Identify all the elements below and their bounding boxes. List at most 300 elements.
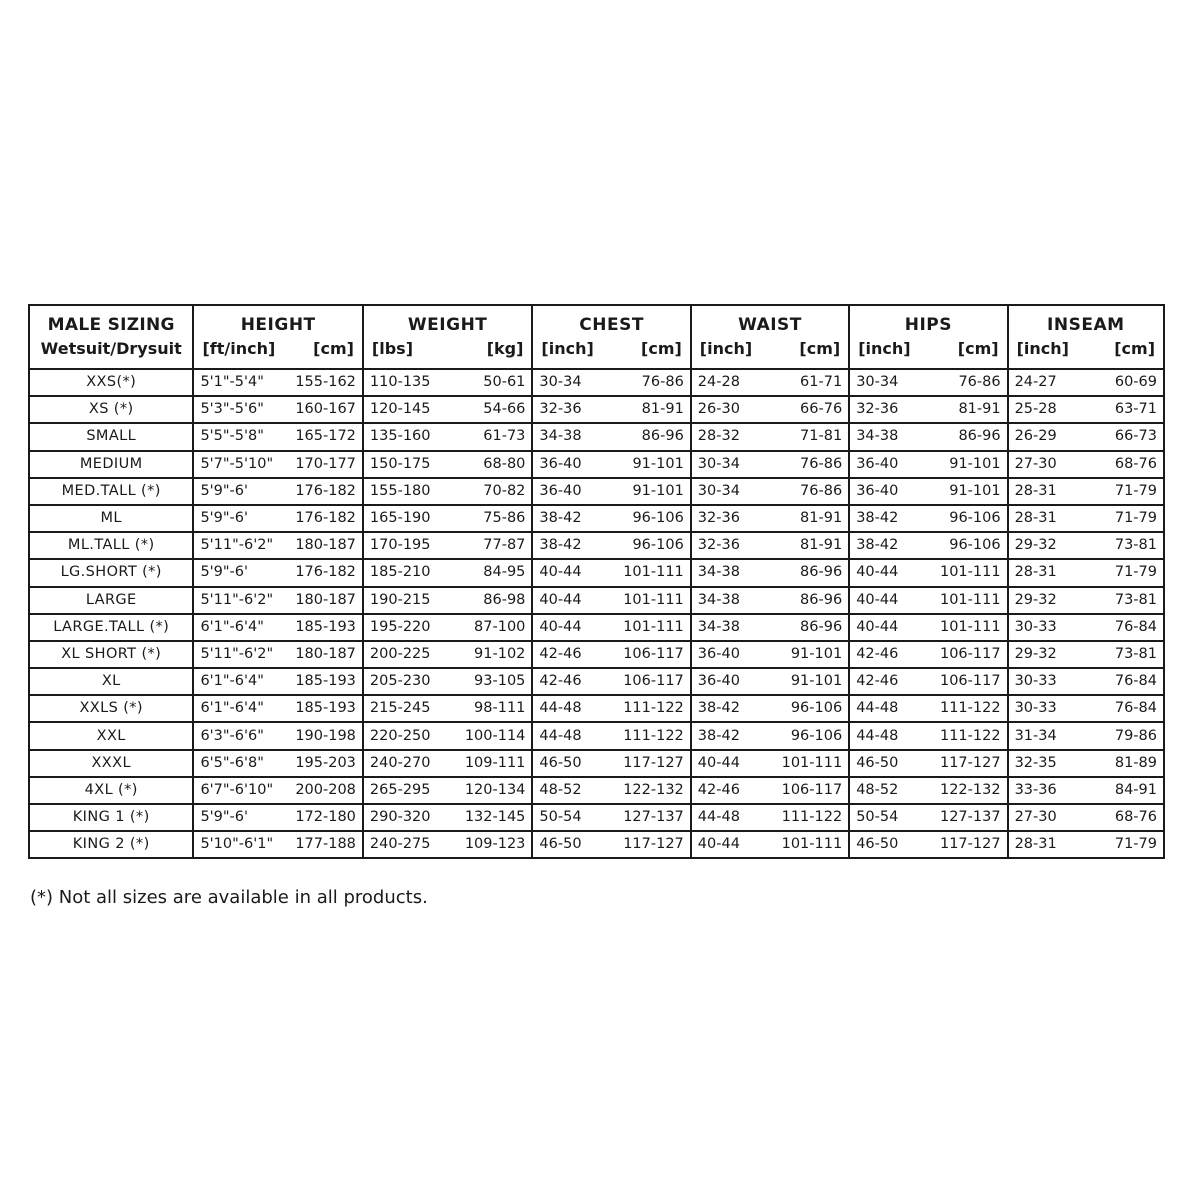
cell-value: 5'9"-6' xyxy=(200,510,248,527)
cell-value: 111-122 xyxy=(623,727,684,744)
measurement-cell xyxy=(532,423,690,450)
column-header-title: HEIGHT xyxy=(240,315,316,335)
measurement-cell xyxy=(532,804,690,831)
cell-value: 30-33 xyxy=(1014,618,1057,635)
measurement-cell xyxy=(849,505,1007,532)
size-chart xyxy=(28,304,1165,859)
cell-value: 33-36 xyxy=(1014,781,1057,798)
measurement-cell xyxy=(849,641,1007,668)
cell-value: 180-187 xyxy=(295,537,356,554)
cell-value: 40-44 xyxy=(697,754,740,771)
cell-value: 5'9"-6' xyxy=(200,809,248,826)
cell-value: 101-111 xyxy=(939,591,1001,608)
measurement-cell xyxy=(532,722,690,749)
measurement-cell xyxy=(363,722,532,749)
cell-value: 71-79 xyxy=(1114,564,1157,581)
cell-value: 86-96 xyxy=(958,428,1001,445)
cell-value: 101-111 xyxy=(781,836,843,853)
cell-value: 240-270 xyxy=(369,754,431,771)
measurement-cell xyxy=(849,722,1007,749)
cell-value: 40-44 xyxy=(856,564,899,581)
cell-value: 165-190 xyxy=(369,510,431,527)
measurement-cell xyxy=(532,614,690,641)
cell-value: 48-52 xyxy=(856,781,899,798)
cell-value: 32-36 xyxy=(697,510,740,527)
cell-value: 28-31 xyxy=(1014,510,1057,527)
cell-value: 117-127 xyxy=(623,754,684,771)
cell-value: 60-69 xyxy=(1114,374,1157,391)
size-label-cell: SMALL xyxy=(29,423,193,450)
cell-value: 66-76 xyxy=(800,401,843,418)
cell-value: 32-36 xyxy=(856,401,899,418)
cell-value: 91-101 xyxy=(949,482,1001,499)
cell-value: 5'11"-6'2" xyxy=(200,645,274,662)
cell-value: 91-101 xyxy=(632,455,684,472)
cell-value: 176-182 xyxy=(295,482,356,499)
cell-value: 81-91 xyxy=(958,401,1001,418)
cell-value: 76-84 xyxy=(1114,700,1157,717)
unit-label: [cm] xyxy=(957,339,999,358)
cell-value: 44-48 xyxy=(539,700,582,717)
measurement-cell xyxy=(193,668,362,695)
cell-value: 176-182 xyxy=(295,564,356,581)
measurement-cell xyxy=(691,396,849,423)
cell-value: 6'1"-6'4" xyxy=(200,618,264,635)
measurement-cell xyxy=(691,695,849,722)
measurement-cell xyxy=(691,587,849,614)
size-label-cell: XXLS (*) xyxy=(29,695,193,722)
measurement-cell xyxy=(691,614,849,641)
measurement-cell xyxy=(691,369,849,396)
measurement-cell xyxy=(363,695,532,722)
cell-value: 96-106 xyxy=(949,537,1001,554)
measurement-cell xyxy=(1008,750,1164,777)
measurement-cell xyxy=(1008,423,1164,450)
measurement-cell xyxy=(363,478,532,505)
cell-value: 71-81 xyxy=(800,428,843,445)
measurement-cell xyxy=(1008,478,1164,505)
unit-label: [inch] xyxy=(541,339,594,358)
cell-value: 117-127 xyxy=(939,754,1001,771)
cell-value: 155-180 xyxy=(369,482,431,499)
measurement-cell xyxy=(193,695,362,722)
cell-value: 38-42 xyxy=(539,537,582,554)
cell-value: 46-50 xyxy=(539,754,582,771)
cell-value: 76-86 xyxy=(800,455,843,472)
measurement-cell xyxy=(363,668,532,695)
cell-value: 195-203 xyxy=(295,754,356,771)
unit-label: [inch] xyxy=(1016,339,1069,358)
column-header-chest xyxy=(532,305,690,369)
measurement-cell xyxy=(193,532,362,559)
cell-value: 42-46 xyxy=(539,645,582,662)
cell-value: 76-86 xyxy=(958,374,1001,391)
measurement-cell xyxy=(363,505,532,532)
table-row xyxy=(29,396,1164,423)
measurement-cell xyxy=(1008,804,1164,831)
cell-value: 120-134 xyxy=(464,781,526,798)
cell-value: 30-34 xyxy=(539,374,582,391)
cell-value: 40-44 xyxy=(856,591,899,608)
measurement-cell xyxy=(1008,587,1164,614)
cell-value: 205-230 xyxy=(369,673,431,690)
measurement-cell xyxy=(532,641,690,668)
cell-value: 101-111 xyxy=(623,591,684,608)
measurement-cell xyxy=(1008,722,1164,749)
cell-value: 6'1"-6'4" xyxy=(200,700,264,717)
cell-value: 96-106 xyxy=(790,727,843,744)
cell-value: 101-111 xyxy=(623,618,684,635)
measurement-cell xyxy=(193,777,362,804)
cell-value: 63-71 xyxy=(1114,401,1157,418)
measurement-cell xyxy=(1008,396,1164,423)
column-unit-labels xyxy=(194,335,361,358)
cell-value: 29-32 xyxy=(1014,645,1057,662)
cell-value: 290-320 xyxy=(369,809,431,826)
cell-value: 40-44 xyxy=(539,618,582,635)
cell-value: 127-137 xyxy=(939,809,1001,826)
measurement-cell xyxy=(193,641,362,668)
table-row xyxy=(29,423,1164,450)
size-label-cell: LARGE xyxy=(29,587,193,614)
cell-value: 30-34 xyxy=(697,482,740,499)
cell-value: 106-117 xyxy=(623,645,684,662)
measurement-cell xyxy=(1008,831,1164,858)
cell-value: 30-33 xyxy=(1014,673,1057,690)
cell-value: 27-30 xyxy=(1014,809,1057,826)
cell-value: 5'3"-5'6" xyxy=(200,401,264,418)
cell-value: 110-135 xyxy=(369,374,431,391)
column-header-title: CHEST xyxy=(579,315,644,335)
column-unit-labels xyxy=(533,335,689,358)
measurement-cell xyxy=(532,396,690,423)
measurement-cell xyxy=(1008,641,1164,668)
table-row xyxy=(29,804,1164,831)
cell-value: 5'7"-5'10" xyxy=(200,455,274,472)
cell-value: 26-29 xyxy=(1014,428,1057,445)
cell-value: 106-117 xyxy=(939,673,1001,690)
cell-value: 28-31 xyxy=(1014,564,1057,581)
size-label-cell: XS (*) xyxy=(29,396,193,423)
measurement-cell xyxy=(193,614,362,641)
cell-value: 220-250 xyxy=(369,727,431,744)
cell-value: 68-76 xyxy=(1114,455,1157,472)
column-header-title: WAIST xyxy=(738,315,802,335)
measurement-cell xyxy=(1008,451,1164,478)
measurement-cell xyxy=(1008,532,1164,559)
cell-value: 86-96 xyxy=(800,618,843,635)
measurement-cell xyxy=(532,532,690,559)
cell-value: 6'1"-6'4" xyxy=(200,673,264,690)
cell-value: 91-101 xyxy=(632,482,684,499)
cell-value: 44-48 xyxy=(856,727,899,744)
measurement-cell xyxy=(193,831,362,858)
cell-value: 101-111 xyxy=(939,618,1001,635)
measurement-cell xyxy=(363,451,532,478)
cell-value: 30-34 xyxy=(697,455,740,472)
unit-label: [lbs] xyxy=(371,339,414,358)
table-row xyxy=(29,478,1164,505)
size-label-cell: XL SHORT (*) xyxy=(29,641,193,668)
measurement-cell xyxy=(691,750,849,777)
cell-value: 73-81 xyxy=(1114,645,1157,662)
measurement-cell xyxy=(691,641,849,668)
cell-value: 32-35 xyxy=(1014,754,1057,771)
cell-value: 101-111 xyxy=(623,564,684,581)
size-label-cell: XXS(*) xyxy=(29,369,193,396)
cell-value: 81-91 xyxy=(800,510,843,527)
cell-value: 87-100 xyxy=(474,618,526,635)
table-row xyxy=(29,777,1164,804)
size-label-cell: LG.SHORT (*) xyxy=(29,559,193,586)
cell-value: 106-117 xyxy=(939,645,1001,662)
cell-value: 6'3"-6'6" xyxy=(200,727,264,744)
cell-value: 160-167 xyxy=(295,401,356,418)
column-unit-labels xyxy=(364,335,531,358)
column-header-height xyxy=(193,305,362,369)
cell-value: 28-31 xyxy=(1014,482,1057,499)
cell-value: 200-208 xyxy=(295,781,356,798)
column-header-inseam xyxy=(1008,305,1164,369)
cell-value: 240-275 xyxy=(369,836,431,853)
measurement-cell xyxy=(691,423,849,450)
cell-value: 185-193 xyxy=(295,700,356,717)
cell-value: 120-145 xyxy=(369,401,431,418)
measurement-cell xyxy=(532,369,690,396)
cell-value: 86-96 xyxy=(800,591,843,608)
table-row xyxy=(29,532,1164,559)
cell-value: 155-162 xyxy=(295,374,356,391)
size-label-cell: XL xyxy=(29,668,193,695)
cell-value: 111-122 xyxy=(939,727,1001,744)
column-header-title: INSEAM xyxy=(1047,315,1125,335)
cell-value: 84-91 xyxy=(1114,781,1157,798)
measurement-cell xyxy=(691,451,849,478)
cell-value: 185-193 xyxy=(295,618,356,635)
column-header-waist xyxy=(691,305,849,369)
measurement-cell xyxy=(363,750,532,777)
column-header-weight xyxy=(363,305,532,369)
cell-value: 36-40 xyxy=(697,645,740,662)
column-unit-labels xyxy=(1009,335,1163,358)
measurement-cell xyxy=(363,614,532,641)
cell-value: 44-48 xyxy=(539,727,582,744)
column-unit-labels xyxy=(692,335,848,358)
measurement-cell xyxy=(849,614,1007,641)
cell-value: 96-106 xyxy=(949,510,1001,527)
size-label-cell: KING 2 (*) xyxy=(29,831,193,858)
measurement-cell xyxy=(532,668,690,695)
cell-value: 76-84 xyxy=(1114,618,1157,635)
cell-value: 70-82 xyxy=(483,482,526,499)
size-chart-table xyxy=(28,304,1165,859)
cell-value: 177-188 xyxy=(295,836,356,853)
cell-value: 91-101 xyxy=(790,645,843,662)
cell-value: 265-295 xyxy=(369,781,431,798)
cell-value: 48-52 xyxy=(539,781,582,798)
cell-value: 165-172 xyxy=(295,428,356,445)
measurement-cell xyxy=(1008,505,1164,532)
cell-value: 44-48 xyxy=(697,809,740,826)
measurement-cell xyxy=(1008,695,1164,722)
cell-value: 50-54 xyxy=(539,809,582,826)
cell-value: 117-127 xyxy=(623,836,684,853)
measurement-cell xyxy=(193,722,362,749)
cell-value: 46-50 xyxy=(856,754,899,771)
cell-value: 91-101 xyxy=(790,673,843,690)
cell-value: 84-95 xyxy=(483,564,526,581)
cell-value: 30-34 xyxy=(856,374,899,391)
measurement-cell xyxy=(363,831,532,858)
cell-value: 38-42 xyxy=(697,727,740,744)
cell-value: 5'10"-6'1" xyxy=(200,836,274,853)
cell-value: 81-89 xyxy=(1114,754,1157,771)
cell-value: 61-73 xyxy=(483,428,526,445)
cell-value: 36-40 xyxy=(856,482,899,499)
cell-value: 71-79 xyxy=(1114,482,1157,499)
cell-value: 75-86 xyxy=(483,510,526,527)
measurement-cell xyxy=(849,587,1007,614)
cell-value: 44-48 xyxy=(856,700,899,717)
measurement-cell xyxy=(1008,668,1164,695)
measurement-cell xyxy=(691,668,849,695)
size-header-line2: Wetsuit/Drysuit xyxy=(40,339,182,358)
size-label-cell: LARGE.TALL (*) xyxy=(29,614,193,641)
cell-value: 195-220 xyxy=(369,618,431,635)
measurement-cell xyxy=(849,369,1007,396)
cell-value: 26-30 xyxy=(697,401,740,418)
measurement-cell xyxy=(363,587,532,614)
measurement-cell xyxy=(849,750,1007,777)
cell-value: 40-44 xyxy=(697,836,740,853)
cell-value: 170-195 xyxy=(369,537,431,554)
table-row xyxy=(29,668,1164,695)
cell-value: 96-106 xyxy=(632,510,684,527)
column-header-title: HIPS xyxy=(904,315,953,335)
measurement-cell xyxy=(193,750,362,777)
cell-value: 34-38 xyxy=(856,428,899,445)
measurement-cell xyxy=(849,668,1007,695)
cell-value: 31-34 xyxy=(1014,727,1057,744)
size-label-cell: MED.TALL (*) xyxy=(29,478,193,505)
unit-label: [ft/inch] xyxy=(202,339,276,358)
cell-value: 30-33 xyxy=(1014,700,1057,717)
table-row xyxy=(29,695,1164,722)
footnote: (*) Not all sizes are available in all products. xyxy=(30,887,428,908)
measurement-cell xyxy=(193,396,362,423)
cell-value: 66-73 xyxy=(1114,428,1157,445)
cell-value: 34-38 xyxy=(539,428,582,445)
cell-value: 111-122 xyxy=(781,809,843,826)
cell-value: 96-106 xyxy=(632,537,684,554)
cell-value: 135-160 xyxy=(369,428,431,445)
measurement-cell xyxy=(532,831,690,858)
cell-value: 180-187 xyxy=(295,645,356,662)
measurement-cell xyxy=(849,423,1007,450)
cell-value: 40-44 xyxy=(539,564,582,581)
size-rows xyxy=(29,369,1164,858)
cell-value: 86-96 xyxy=(641,428,684,445)
cell-value: 109-111 xyxy=(464,754,526,771)
measurement-cell xyxy=(532,451,690,478)
table-row xyxy=(29,750,1164,777)
cell-value: 68-76 xyxy=(1114,809,1157,826)
cell-value: 100-114 xyxy=(464,727,526,744)
cell-value: 5'11"-6'2" xyxy=(200,537,274,554)
cell-value: 29-32 xyxy=(1014,537,1057,554)
cell-value: 86-98 xyxy=(483,591,526,608)
cell-value: 150-175 xyxy=(369,455,431,472)
measurement-cell xyxy=(193,369,362,396)
unit-label: [inch] xyxy=(858,339,911,358)
cell-value: 50-61 xyxy=(483,374,526,391)
cell-value: 190-198 xyxy=(295,727,356,744)
cell-value: 76-84 xyxy=(1114,673,1157,690)
measurement-cell xyxy=(532,750,690,777)
measurement-cell xyxy=(849,532,1007,559)
measurement-cell xyxy=(849,396,1007,423)
cell-value: 91-102 xyxy=(474,645,526,662)
cell-value: 38-42 xyxy=(856,537,899,554)
column-unit-labels xyxy=(850,335,1006,358)
measurement-cell xyxy=(691,478,849,505)
measurement-cell xyxy=(363,423,532,450)
measurement-cell xyxy=(691,559,849,586)
cell-value: 40-44 xyxy=(539,591,582,608)
cell-value: 93-105 xyxy=(474,673,526,690)
cell-value: 81-91 xyxy=(641,401,684,418)
unit-label: [cm] xyxy=(641,339,682,358)
cell-value: 36-40 xyxy=(856,455,899,472)
cell-value: 81-91 xyxy=(800,537,843,554)
size-label-cell: KING 1 (*) xyxy=(29,804,193,831)
measurement-cell xyxy=(532,505,690,532)
measurement-cell xyxy=(1008,614,1164,641)
cell-value: 68-80 xyxy=(483,455,526,472)
measurement-cell xyxy=(193,559,362,586)
measurement-cell xyxy=(1008,369,1164,396)
measurement-cell xyxy=(532,559,690,586)
cell-value: 5'11"-6'2" xyxy=(200,591,274,608)
cell-value: 132-145 xyxy=(464,809,526,826)
measurement-cell xyxy=(849,451,1007,478)
cell-value: 71-79 xyxy=(1114,510,1157,527)
cell-value: 76-86 xyxy=(800,482,843,499)
table-row xyxy=(29,831,1164,858)
cell-value: 91-101 xyxy=(949,455,1001,472)
unit-label: [cm] xyxy=(799,339,841,358)
measurement-cell xyxy=(363,641,532,668)
cell-value: 36-40 xyxy=(539,482,582,499)
unit-label: [cm] xyxy=(1114,339,1155,358)
cell-value: 40-44 xyxy=(856,618,899,635)
measurement-cell xyxy=(849,831,1007,858)
cell-value: 46-50 xyxy=(539,836,582,853)
measurement-cell xyxy=(1008,559,1164,586)
cell-value: 24-27 xyxy=(1014,374,1057,391)
cell-value: 5'9"-6' xyxy=(200,564,248,581)
table-row xyxy=(29,722,1164,749)
cell-value: 38-42 xyxy=(697,700,740,717)
measurement-cell xyxy=(691,831,849,858)
cell-value: 32-36 xyxy=(697,537,740,554)
measurement-cell xyxy=(363,777,532,804)
cell-value: 98-111 xyxy=(474,700,526,717)
cell-value: 61-71 xyxy=(800,374,843,391)
cell-value: 42-46 xyxy=(697,781,740,798)
measurement-cell xyxy=(691,505,849,532)
unit-label: [inch] xyxy=(699,339,753,358)
